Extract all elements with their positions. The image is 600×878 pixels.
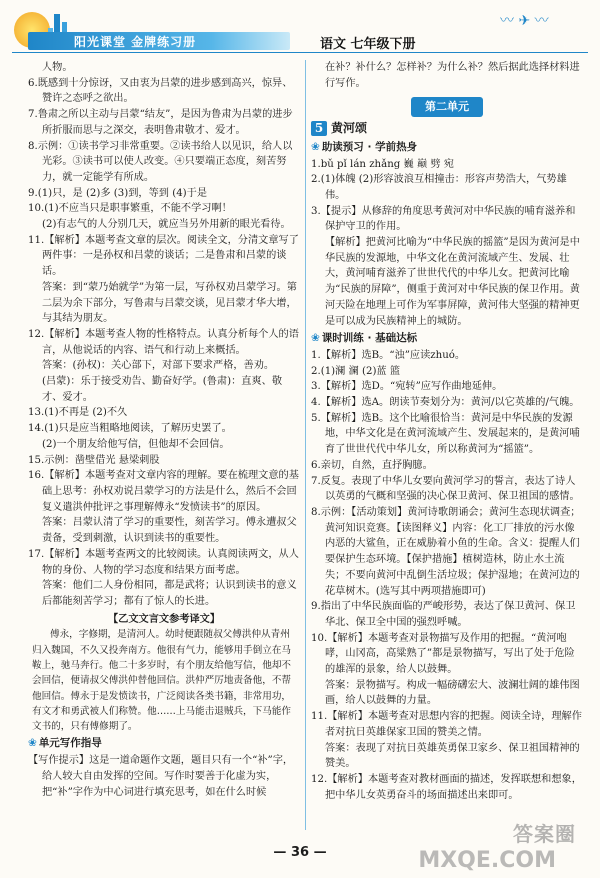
- header-rule: [12, 52, 588, 53]
- answer-line: 11.【解析】本题考查文章的层次。阅读全文，分清文章写了两件事：一是孙权和吕蒙的谈话；二是鲁肃和吕蒙的谈话。: [28, 234, 299, 278]
- answer-line: 答案：景物描写。构成一幅磅礴宏大、波澜壮阔的雄伟图画，给人以鼓舞的力量。: [325, 679, 580, 707]
- answer-line: 16.【解析】本题考查对文章内容的理解。要在梳理文意的基础上思考：孙权劝说吕蒙学习的方法是什么，然后不会回复义遣洪仲批评之事理解傅永“发愤读书”的原因。: [28, 470, 299, 513]
- answer-line: 8.示例：①读书学习非常重要。②读书给人以见识，给人以光彩。③读书可以使人改变。④只要端正态度，刻苦努力，就一定能学有所成。: [28, 140, 293, 183]
- writing-guide: [28, 753, 300, 800]
- drill-answers: [311, 348, 583, 803]
- prep-section-heading: [311, 140, 583, 156]
- answer-line: (2)一个朋友给他写信，但他却不会回信。: [42, 438, 230, 450]
- drill-heading-text: 课时训练 · 基础达标: [321, 332, 418, 345]
- birds-icon: 〰 ✈ 〰: [500, 13, 549, 29]
- brand-title: 阳光课堂 金牌练习册: [74, 35, 197, 49]
- answer-line: 12.【解析】本题考查人物的性格特点。认真分析每个人的语言，从他说话的内容、语气和行动上来概括。: [28, 328, 299, 356]
- answer-line: 答案：他们二人身份相同，都是武将；认识到读书的意义后都能刻苦学习；都有了惊人的长进。: [42, 580, 297, 607]
- answer-line: 答案：到“蒙乃始就学”为第一层，写孙权劝吕蒙学习。第二层为余下部分，写鲁肃与吕蒙交谈，见吕蒙才华大增，与其结为朋友。: [42, 281, 297, 325]
- book-title: 语文 七年级下册: [320, 37, 416, 52]
- lesson-number: 5: [311, 121, 327, 136]
- section-bullet-icon: ❀: [311, 332, 320, 345]
- left-column: [28, 60, 300, 800]
- answer-line: 6.亲切，自然，直抒胸臆。: [311, 459, 433, 471]
- lesson-title: [311, 121, 583, 137]
- answer-line: 在补？补什么？怎样补？为什么补？然后据此选择材料进行写作。: [325, 62, 580, 89]
- unit-title: 第二单元: [411, 97, 483, 117]
- page-header: [0, 0, 600, 54]
- section-bullet-icon: ❀: [311, 140, 320, 153]
- answer-line: 13.(1)不再是 (2)不久: [28, 407, 128, 419]
- answer-line: 人物。: [42, 62, 73, 73]
- answer-line: (2)有志气的人分别几天，就应当另外用新的眼光看待。: [42, 219, 291, 231]
- answer-line: 3.【解析】选D。“宛转”应写作曲地延伸。: [311, 381, 503, 393]
- answer-line: 答案：吕蒙认清了学习的重要性，刻苦学习。傅永遭叔父责备，受到刺激，认识到读书的重要性。: [42, 517, 297, 545]
- answer-line: 7.反复。表现了中华儿女要向黄河学习的誓言，表达了诗人以英勇的气概和坚强的决心保卫黄河、保卫祖国的感情。: [311, 475, 580, 503]
- unit-banner: [311, 97, 583, 117]
- answer-line: 2.(1)澜 澜 (2)蓝 篮: [311, 365, 401, 377]
- answer-line: 6.既感到十分惊讶，又由衷为吕蒙的进步感到高兴，惊异、赞许之态呼之欲出。: [28, 77, 293, 105]
- answer-line: 【解析】把黄河比喻为“中华民族的摇篮”是因为黄河是中华民族的发源地，中华文化在黄河流域产生、发展、壮大，黄河哺育滋养了世世代代的中华儿女。把黄河比喻为“民族的屏障”，侧重于黄河对中华民族的保卫作用。黄河天险在地理上可作为军事屏障，黄河伟大坚强的精神更是可以成为民族精神上的城防。: [325, 237, 580, 327]
- answer-line: 4.【解析】选A。朗读节奏划分为：黄河/以它英雄的/气魄。: [311, 397, 580, 409]
- answer-line: 12.【解析】本题考查对教材画面的描述，发挥联想和想象，把中华儿女英勇奋斗的场面描述出来即可。: [311, 773, 582, 801]
- answer-line: 5.【解析】选B。这个比喻很恰当：黄河是中华民族的发源地，中华文化是在黄河流域产生、发展起来的，是黄河哺育了世世代代中华儿女，所以称黄河为“摇篮”。: [311, 412, 580, 456]
- writing-heading-text: 单元写作指导: [38, 737, 102, 750]
- right-column: [311, 60, 583, 803]
- section-bullet-icon: ❀: [28, 737, 37, 750]
- watermark: 答案圈: [513, 822, 576, 846]
- drill-section-heading: [311, 331, 583, 347]
- answer-line: 15.示例：凿壁借光 悬梁刺股: [28, 454, 160, 466]
- answer-line: 7.鲁肃之所以主动与吕蒙“结友”，是因为鲁肃为吕蒙的进步所折服而思与之深交，表明鲁肃敬才、爱才。: [28, 109, 293, 136]
- column-divider: [305, 60, 306, 830]
- lesson-name: 黄河颂: [331, 121, 368, 136]
- watermark-url: MXQE.COM: [418, 848, 556, 873]
- writing-guide-cont: [311, 60, 583, 91]
- writing-section-heading: [28, 736, 300, 752]
- answer-line: 14.(1)只是应当粗略地阅读，了解历史罢了。: [28, 423, 232, 435]
- answer-line: 10.【解析】本题考查对景物描写及作用的把握。“黄河咆哮，山冈高，高粱熟了”都是景物描写，写出了处于危险的雄浑的景象，给人以鼓舞。: [311, 632, 575, 676]
- answer-line: 1.【解析】选B。“浊”应读zhuó。: [311, 349, 466, 361]
- answer-line: 11.【解析】本题考查对思想内容的把握。阅读全诗，理解作者对抗日英雄保家卫国的赞美之情。: [311, 711, 582, 738]
- answer-line: (吕蒙)：乐于接受劝告、勤奋好学。(鲁肃)：直爽、敬才、爱才。: [42, 376, 283, 403]
- answer-list-left: [28, 60, 300, 610]
- answer-line: 【写作提示】这是一道命题作文题，题目只有一个“补”字，给人较大自由发挥的空间。写作时要善于化虚为实，把“补”字作为中心词进行填充思考，如在什么时候: [28, 755, 294, 798]
- answer-line: 2.(1)体魄 (2)形容波浪互相撞击：形容声势浩大，气势雄伟。: [311, 174, 567, 201]
- answer-line: 9.(1)只，是 (2)多 (3)到，等到 (4)于是: [28, 187, 208, 199]
- answer-line: 9.指出了中华民族面临的严峻形势，表达了保卫黄河、保卫华北、保卫全中国的强烈呼喊。: [311, 601, 576, 628]
- answer-line: 3.【提示】从修辞的角度思考黄河对中华民族的哺育滋养和保护守卫的作用。: [311, 205, 576, 233]
- prep-answers: [311, 157, 583, 330]
- prep-heading-text: 助读预习 · 学前热身: [321, 140, 418, 153]
- answer-line: 1.bǔ pǐ lán zhǎng 巍 巅 劈 宛: [311, 158, 454, 170]
- answer-line: 8.示例：【活动策划】黄河诗歌朗诵会；黄河生态现状调查；黄河知识竞赛。【读图释义】内容：化工厂排放的污水像内恶的大鲨鱼，正在威胁着小鱼的生命。含义：提醒人们要保护生态环境。【保护措施】植树造林，防止水土流失；不要向黄河中乱倒生活垃圾；保护湿地；在黄河边的花草树木。(选写其中两项措施即可): [311, 506, 581, 597]
- answer-line: 答案：表现了对抗日英雄英勇保卫家乡、保卫祖国精神的赞美。: [325, 742, 580, 770]
- answer-line: 10.(1)不应当只是职事繁重，不能不学习啊！: [28, 203, 232, 215]
- answer-line: 17.【解析】本题考查两文的比较阅读。认真阅读两文，从人物的身份、人物的学习态度和结果方面考虑。: [28, 548, 299, 576]
- classical-translation: 傅永，字修期，是清河人。幼时便跟随叔父傅洪仲从青州归入魏国，不久又投奔南方。他很有气力，能够用手倒立在马鞍上，驰马奔行。他二十多岁时，有个朋友给他写信，他却不会回信，便请叔父傅洪仲替他回信。洪仲严厉地责备他，不帮他回信。傅永于是发愤读书，广泛阅读各类书籍，非常用功，有文才和勇武被人们称赞。他……上马能击退贼兵，下马能作文书的，只有傅修期了。: [32, 629, 292, 733]
- page-number: — 36 —: [273, 845, 327, 860]
- classical-heading: 【乙文文言文参考译文】: [107, 612, 221, 625]
- answer-line: 答案：(孙权)：关心部下，对部下要求严格，善劝。: [42, 360, 275, 372]
